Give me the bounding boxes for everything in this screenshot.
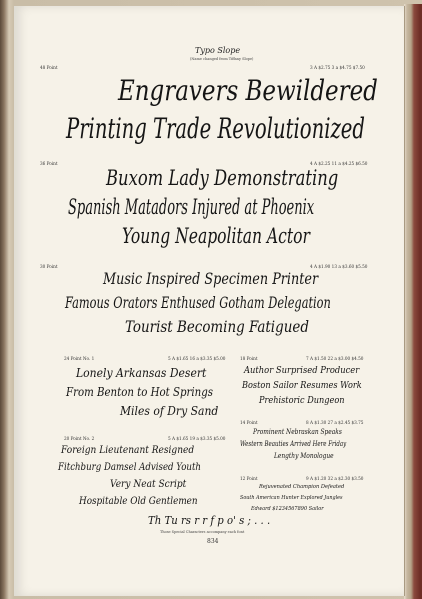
size-label-36: 36 Point (40, 161, 58, 166)
specimen-line: Edward $1234567890 Sailor (251, 506, 324, 512)
specimen-line: Boston Sailor Resumes Work (242, 380, 362, 391)
size-label-18: 18 Point (240, 356, 258, 361)
page-edge-binding (404, 4, 422, 599)
specimen-line: Lengthy Monologue (274, 452, 334, 460)
specimen-line: Fitchburg Damsel Advised Youth (58, 461, 201, 473)
specimen-line: Very Neat Script (110, 478, 187, 490)
specimen-line: Printing Trade Revolutionized (66, 112, 365, 145)
size-label-12: 12 Point (240, 476, 258, 481)
specimen-line: Engravers Bewildered (118, 74, 378, 107)
typeface-subtitle: (Name changed from Tiffany Slope) (190, 57, 254, 61)
specimen-line: Hospitable Old Gentlemen (79, 495, 198, 507)
specimen-line: Buxom Lady Demonstrating (106, 166, 339, 190)
price-label-18: 7 A $1.50 22 a $3.00 $4.50 (306, 356, 364, 361)
specimen-line: Western Beauties Arrived Here Friday (240, 440, 347, 448)
price-label-12: 9 A $1.20 32 a $2.30 $3.50 (306, 476, 364, 481)
specimen-line: Famous Orators Enthused Gotham Delegation (65, 293, 331, 312)
special-characters-note: Those Special Characters accompany each font (160, 530, 245, 534)
specimen-line: Prehistoric Dungeon (259, 395, 345, 406)
specimen-line: Music Inspired Specimen Printer (103, 269, 319, 288)
price-label-24: 5 A $1.65 16 a $3.35 $5.00 (168, 356, 226, 361)
specimen-line: Rejuvenated Champion Defeated (259, 484, 345, 490)
price-label-30: 4 A $1.90 13 a $3.60 $5.50 (310, 264, 368, 269)
special-characters: Th Tu rs r r f p o' s ; . . . (148, 514, 271, 527)
size-label-48: 48 Point (40, 65, 58, 70)
size-label-24: 24 Point No. 1 (64, 356, 95, 361)
specimen-line: Author Surprised Producer (244, 365, 360, 376)
specimen-line: Spanish Matadors Injured at Phoenix (68, 195, 315, 219)
page-number: 834 (207, 538, 219, 545)
specimen-line: From Benton to Hot Springs (66, 385, 214, 399)
typeface-title: Typo Slope (195, 46, 241, 55)
price-label-48: 3 A $2.75 3 a $4.75 $7.50 (310, 65, 365, 70)
price-label-14: 8 A $1.30 27 a $2.45 $3.75 (306, 420, 364, 425)
size-label-20: 20 Point No. 2 (64, 436, 95, 441)
specimen-line: Young Neapolitan Actor (122, 224, 310, 248)
specimen-page (14, 6, 404, 596)
price-label-20: 5 A $1.65 19 a $3.35 $5.00 (168, 436, 226, 441)
specimen-line: Lonely Arkansas Desert (76, 366, 207, 380)
specimen-line: Prominent Nebraskan Speaks (253, 428, 342, 436)
specimen-line: South American Hunter Explored Jungles (240, 495, 343, 501)
size-label-14: 14 Point (240, 420, 258, 425)
size-label-30: 30 Point (40, 264, 58, 269)
specimen-line: Tourist Becoming Fatigued (125, 317, 309, 336)
price-label-36: 4 A $2.25 11 a $4.25 $6.50 (310, 161, 368, 166)
specimen-line: Foreign Lieutenant Resigned (61, 444, 195, 456)
specimen-line: Miles of Dry Sand (120, 404, 219, 418)
